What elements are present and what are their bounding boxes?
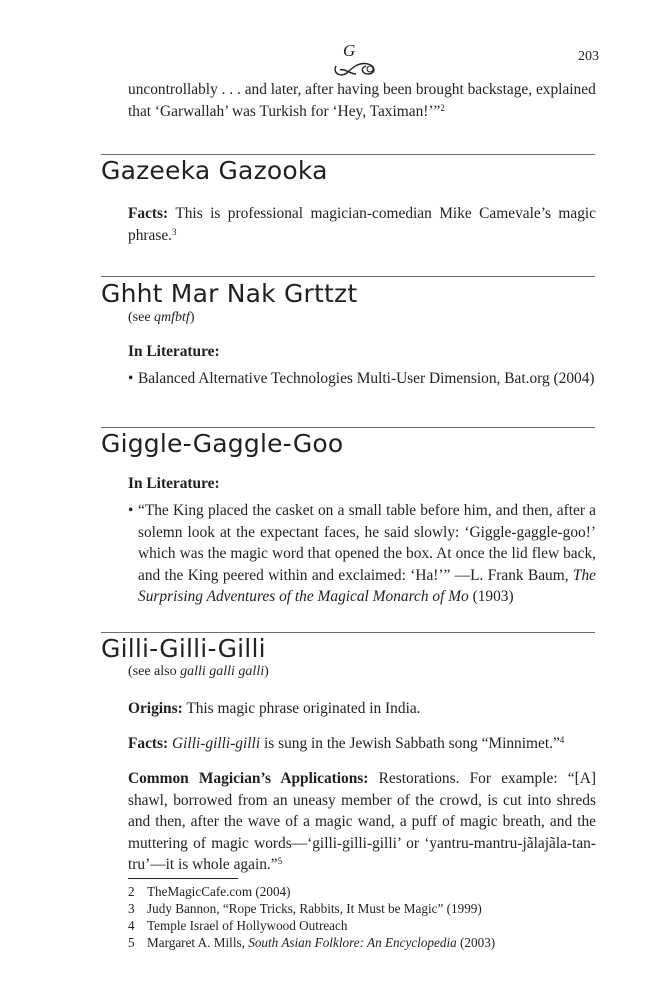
- entry-title-ghht-mar-nak-grttzt: Ghht Mar Nak Grttzt: [101, 279, 358, 308]
- letter-ornament-icon: [330, 41, 382, 80]
- see-suffix: ): [189, 310, 195, 325]
- entry-divider: [101, 276, 595, 277]
- entry-divider: [101, 154, 595, 155]
- footnote-number: 3: [128, 901, 135, 916]
- footnote-ref: 5: [277, 856, 283, 866]
- footnote-ref: 4: [559, 735, 565, 745]
- bullet-icon: •: [128, 370, 134, 387]
- footnote-2: [128, 884, 291, 900]
- footnote-number: 5: [128, 935, 135, 950]
- gilli-origins: [128, 698, 596, 720]
- entry-title-gilli-gilli-gilli: Gilli-Gilli-Gilli: [101, 634, 266, 663]
- gazeeka-facts: [128, 203, 596, 246]
- literature-quote-body: [128, 500, 596, 608]
- footnote-3: [128, 901, 482, 917]
- running-header-letter: G: [343, 41, 356, 60]
- footnote-number: 2: [128, 884, 135, 899]
- footnote-text: Temple Israel of Hollywood Outreach: [147, 918, 348, 933]
- see-suffix: ): [264, 664, 269, 679]
- facts-label: Facts:: [128, 205, 169, 222]
- origins-text: This magic phrase originated in India.: [186, 700, 421, 717]
- quote-text: “The King placed the casket on a small table before him, and then, after a solemn look at the expectant faces, he said slowly: ‘Giggle-gaggle-goo!’ which was the magic word that opened the box. At once the lid flew back, and the King peered within and exclaimed: ‘Ha!’” —L. Frank Baum,: [138, 502, 596, 584]
- footnote-text: Margaret A. Mills,: [147, 935, 245, 950]
- footnote-text: Judy Bannon, “Rope Tricks, Rabbits, It Must be Magic” (1999): [147, 901, 482, 916]
- continued-line-1: uncontrollably . . . and later, after having been brought backstage, explained: [128, 81, 596, 98]
- continued-paragraph: [128, 79, 596, 122]
- entry-title-gazeeka-gazooka: Gazeeka Gazooka: [101, 156, 328, 185]
- literature-item-text: Balanced Alternative Technologies Multi-User Dimension, Bat.org (2004): [138, 370, 595, 387]
- entry-divider: [101, 427, 595, 428]
- facts-text: This is professional magician-comedian Mike Camevale’s magic phrase.: [128, 205, 596, 244]
- footnote-ref: 2: [440, 102, 445, 113]
- in-literature-heading: In Literature:: [128, 343, 220, 360]
- entry-divider: [101, 632, 595, 633]
- entry-title-giggle-gaggle-goo: Giggle-Gaggle-Goo: [101, 429, 344, 458]
- footnote-divider: [128, 878, 238, 879]
- footnote-italic-title: South Asian Folklore: An Encyclopedia: [248, 935, 457, 950]
- see-prefix: (see also: [128, 664, 181, 679]
- literature-item: [128, 368, 596, 390]
- applications-text: Restorations. For example: “[A] shawl, borrowed from an uneasy member of the crowd, is cut into shreds and then, after the wave of a magic wand, a puff of magic breath, and the muttering of magic words—‘gilli-gilli-gilli’ or ‘yantru-mantru-jãlajãla-tan-tru’—it is whole again.”: [128, 770, 596, 873]
- gilli-applications: [128, 768, 596, 876]
- facts-label: Facts:: [128, 735, 169, 752]
- footnote-5: [128, 935, 495, 951]
- footnote-tail: (2003): [460, 935, 496, 950]
- literature-quote: [128, 500, 596, 608]
- footnote-text: TheMagicCafe.com (2004): [147, 884, 291, 899]
- in-literature-heading: In Literature:: [128, 475, 220, 492]
- continued-line-2: that ‘Garwallah’ was Turkish for ‘Hey, Taximan!’”: [128, 102, 441, 120]
- see-reference: [128, 309, 195, 327]
- bullet-icon: •: [128, 502, 134, 519]
- book-title: The Surprising Adventures of the Magical Monarch of Mo: [138, 566, 596, 605]
- footnote-4: [128, 918, 347, 934]
- facts-text: is sung in the Jewish Sabbath song “Minnimet.”: [263, 735, 560, 752]
- gilli-facts: [128, 733, 596, 755]
- see-prefix: (see: [128, 310, 155, 325]
- footnote-number: 4: [128, 918, 135, 933]
- see-term: qmfbtf: [154, 310, 190, 325]
- facts-term: Gilli-gilli-gilli: [172, 735, 261, 752]
- book-year: (1903): [472, 588, 514, 605]
- see-term: galli galli galli: [180, 664, 265, 679]
- footnote-ref: 3: [172, 226, 177, 237]
- applications-label: Common Magician’s Applications:: [128, 770, 369, 787]
- origins-label: Origins:: [128, 700, 183, 717]
- page-number: 203: [578, 49, 599, 64]
- see-also-reference: [128, 663, 269, 681]
